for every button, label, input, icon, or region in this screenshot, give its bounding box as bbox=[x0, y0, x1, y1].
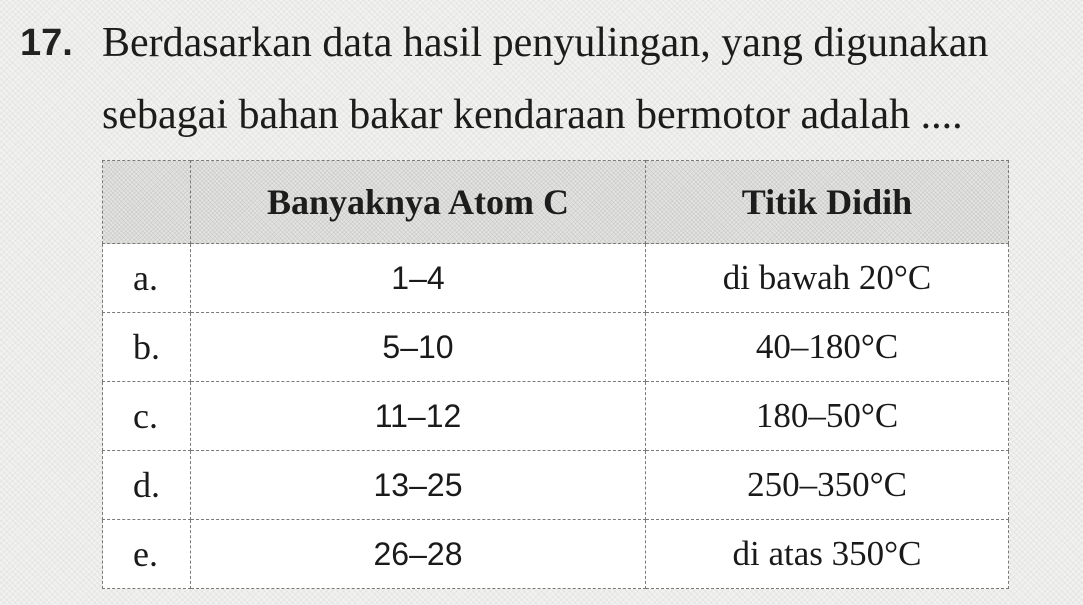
question-number: 17. bbox=[20, 22, 73, 64]
option-label: b. bbox=[103, 313, 191, 382]
table-row bbox=[103, 520, 1009, 589]
answer-options-table bbox=[102, 160, 1009, 589]
option-label: a. bbox=[103, 244, 191, 313]
table-row bbox=[103, 244, 1009, 313]
table-row bbox=[103, 313, 1009, 382]
option-label: c. bbox=[103, 382, 191, 451]
header-carbon-atoms: Banyaknya Atom C bbox=[191, 161, 646, 244]
carbon-atoms-value: 13–25 bbox=[191, 451, 646, 520]
boiling-point-value: 40–180°C bbox=[646, 313, 1009, 382]
carbon-atoms-value: 26–28 bbox=[191, 520, 646, 589]
option-label: d. bbox=[103, 451, 191, 520]
question-text-line-1: Berdasarkan data hasil penyulingan, yang digunakan bbox=[102, 20, 989, 66]
option-label: e. bbox=[103, 520, 191, 589]
table-row bbox=[103, 382, 1009, 451]
boiling-point-value: 180–50°C bbox=[646, 382, 1009, 451]
question-text-line-2: sebagai bahan bakar kendaraan bermotor adalah .... bbox=[102, 92, 963, 138]
table-header-row bbox=[103, 161, 1009, 244]
carbon-atoms-value: 1–4 bbox=[191, 244, 646, 313]
carbon-atoms-value: 5–10 bbox=[191, 313, 646, 382]
boiling-point-value: di bawah 20°C bbox=[646, 244, 1009, 313]
table-row bbox=[103, 451, 1009, 520]
boiling-point-value: 250–350°C bbox=[646, 451, 1009, 520]
header-option-cell bbox=[103, 161, 191, 244]
carbon-atoms-value: 11–12 bbox=[191, 382, 646, 451]
header-boiling-point: Titik Didih bbox=[646, 161, 1009, 244]
boiling-point-value: di atas 350°C bbox=[646, 520, 1009, 589]
